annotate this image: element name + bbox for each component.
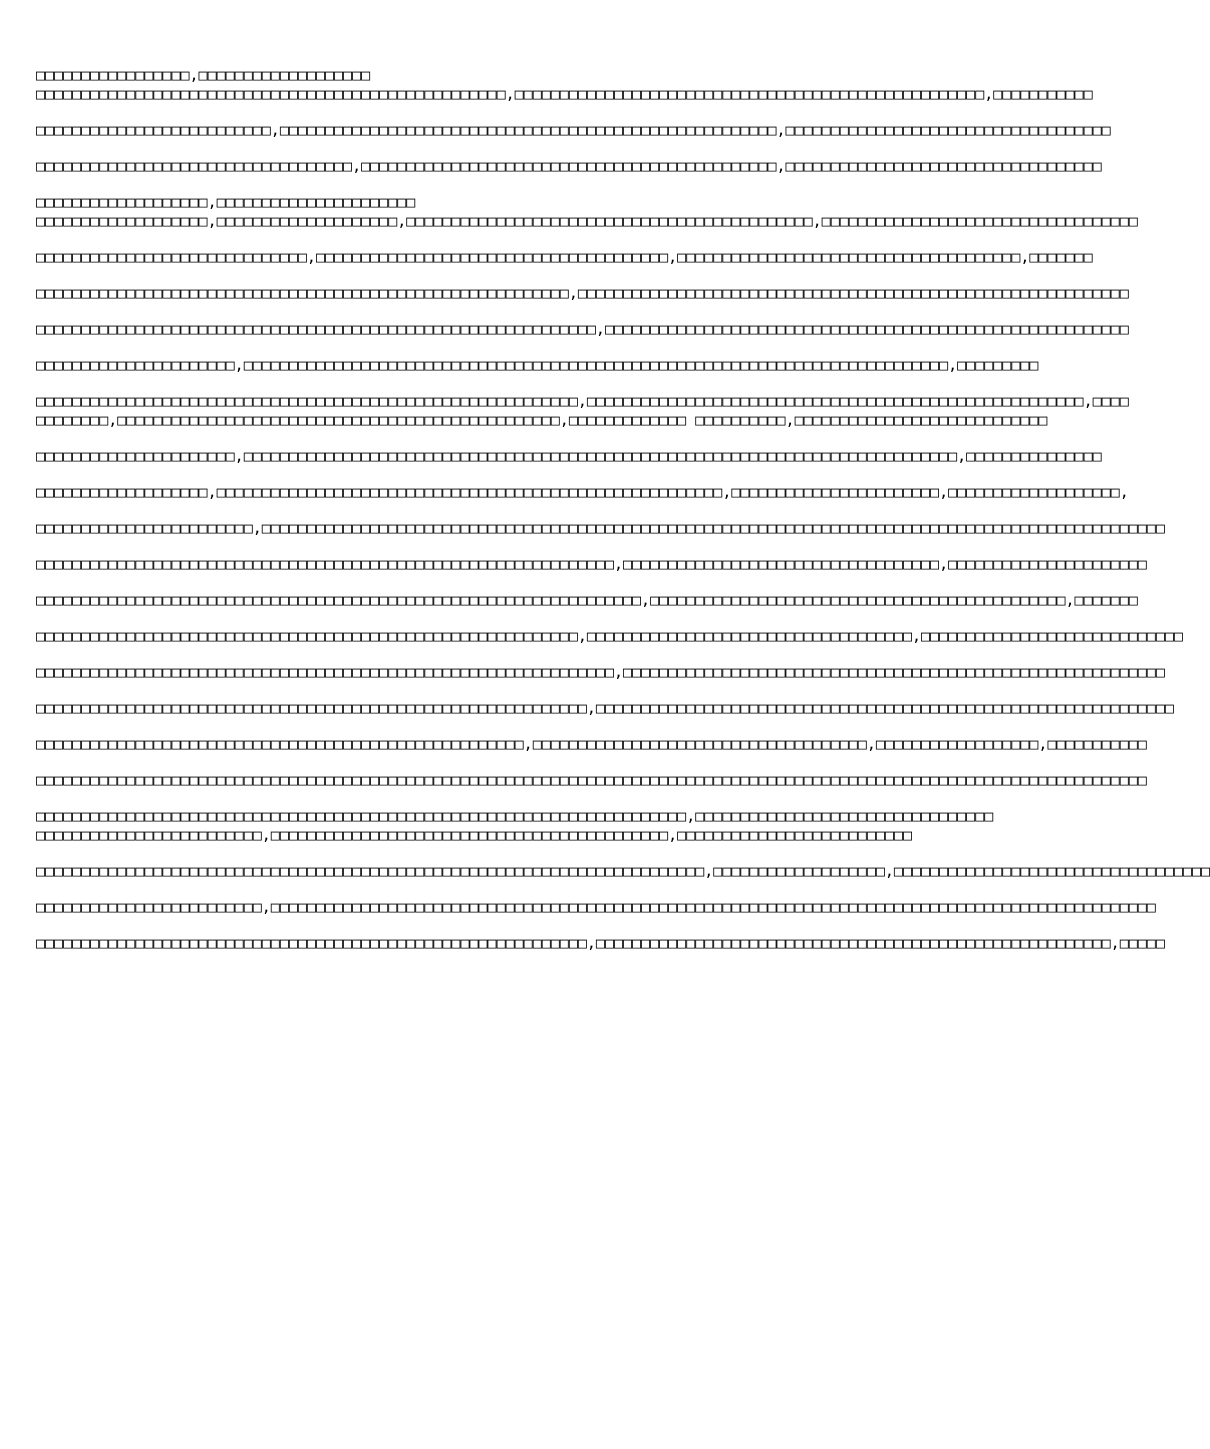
text-line: □□□□□□□□□□□□□□□□□□□□□□,□□□□□□□□□□□□□□□□□□□□□□□□□□□□□□□□□□□□□□□□□□□□□□□□□□□□□□□□□□□□□□□□□□□□□□□□□□□□□□,□□□□□□□□□ <box>36 356 1039 374</box>
text-line: □□□□□□□□□□□□□□□□□□□□□□□□□,□□□□□□□□□□□□□□□□□□□□□□□□□□□□□□□□□□□□□□□□□□□□□□□□□□□□□□□□□□□□□□□□□□□□□□□□□□□□□□□□□□□□□□□□□□□□□□□□□□ <box>36 898 1156 916</box>
paragraph-gap <box>36 502 988 519</box>
text-line: □□□□□□□□□□□□□□□□□□□□□□□□□□□□□□□□□□□□□□□□□□□□□□□□□□□□□□□□□□□□□□□□,□□□□□□□□□□□□□□□□□□□□□□□□□□□□□□□□□□□,□□□□□□□□□□□□□□□□□□□□□□ <box>36 555 1147 573</box>
paragraph-gap <box>36 231 988 248</box>
text-line: □□□□□□□□□□□□□□□□□□□□□□□□□□□□□□□□□□□□□□□□□□□□□□□□□□□□□□□□□□□□□,□□□□□□□□□□□□□□□□□□□□□□□□□□□□□□□□□□□□□□□□□□□□□□□□□□□□□□□□□□□□□□□□ <box>36 699 1174 717</box>
text-line: □□□□□□□□□□□□□□□□□□□□□□□□□□□□□□□□□□□,□□□□□□□□□□□□□□□□□□□□□□□□□□□□□□□□□□□□□□□□□□□□□□,□□□□□□□□□□□□□□□□□□□□□□□□□□□□□□□□□□□ <box>36 157 1102 175</box>
paragraph-gap <box>36 845 988 862</box>
text-line: □□□□□□□□□□□□□□□□□□□□□□,□□□□□□□□□□□□□□□□□□□□□□□□□□□□□□□□□□□□□□□□□□□□□□□□□□□□□□□□□□□□□□□□□□□□□□□□□□□□□□□,□□□□□□□□□□□□□□□ <box>36 447 1102 465</box>
text-line: □□□□□□□□□□□□□□□□□□□□□□□□□□□□□□□□□□□□□□□□□□□□□□□□□□□□□□□□□□□□□,□□□□□□□□□□□□□□□□□□□□□□□□□□□□□□□□□□□□□□□□□□□□□□□□□□□□□□□□□,□□□□□ <box>36 934 1165 952</box>
text-line: □□□□□□□□□□□□□□□□□□□□□□□□□,□□□□□□□□□□□□□□□□□□□□□□□□□□□□□□□□□□□□□□□□□□□□,□□□□□□□□□□□□□□□□□□□□□□□□□□ <box>36 826 912 844</box>
paragraph-gap <box>36 718 988 735</box>
text-line: □□□□□□□□□□□□□□□□□□□□□□□□□□□□□□□□□□□□□□□□□□□□□□□□□□□□,□□□□□□□□□□□□□□□□□□□□□□□□□□□□□□□□□□□□□□□□□□□□□□□□□□□□,□□□□□□□□□□□ <box>36 85 1093 103</box>
paragraph-gap <box>36 682 988 699</box>
paragraph-gap <box>36 610 988 627</box>
paragraph-gap <box>36 881 988 898</box>
paragraph-gap <box>36 574 988 591</box>
paragraph-gap <box>36 176 988 193</box>
text-line: □□□□□□□□□□□□□□□□□□□□□□□□□□□□□□□□□□□□□□□□□□□□□□□□□□□□□□□□□□□□□□□□□□□□□□□□,□□□□□□□□□□□□□□□□□□□□□□□□□□□□□□□□□ <box>36 807 994 825</box>
paragraph-gap <box>36 646 988 663</box>
text-line: □□□□□□□□□□□□□□□□□□□□□□□□□□□□□□□□□□□□□□□□□□□□□□□□□□□□□□□□□□□□□□□□□□□□□□□□□□□□□□□□□□□□□□□□□□□□□□□□□□□□□□□□□□□□□□□□□□□□□□□□□□□ <box>36 771 1147 789</box>
text-line: □□□□□□□□□□□□□□□□□□□□□□□□□□□□□□□□□□□□□□□□□□□□□□□□□□□□□□□□□□□□□□□□□□□,□□□□□□□□□□□□□□□□□□□□□□□□□□□□□□□□□□□□□□□□□□□□□□,□□□□□□□ <box>36 591 1138 609</box>
paragraph-gap <box>36 538 988 555</box>
text-line: □□□□□□□□□□□□□□□□□□□□□□□□□□□□□□□□□□□□□□□□□□□□□□□□□□□□□□□□□□□□□□□□,□□□□□□□□□□□□□□□□□□□□□□□□□□□□□□□□□□□□□□□□□□□□□□□□□□□□□□□□□□□□ <box>36 663 1165 681</box>
text-line: □□□□□□□□,□□□□□□□□□□□□□□□□□□□□□□□□□□□□□□□□□□□□□□□□□□□□□□□□□,□□□□□□□□□□□□□ □□□□□□□□□□,□□□□□□□□□□□□□□□□□□□□□□□□□□□□ <box>36 411 1048 429</box>
document-body <box>36 66 1210 953</box>
text-line: □□□□□□□□□□□□□□□□□□□,□□□□□□□□□□□□□□□□□□□□,□□□□□□□□□□□□□□□□□□□□□□□□□□□□□□□□□□□□□□□□□□□□□,□□□□□□□□□□□□□□□□□□□□□□□□□□□□□□□□□□□ <box>36 212 1138 230</box>
text-line: □□□□□□□□□□□□□□□□□□□□□□□□□□□□□□□□□□□□□□□□□□□□□□□□□□□□□□□□□□□□,□□□□□□□□□□□□□□□□□□□□□□□□□□□□□□□□□□□□,□□□□□□□□□□□□□□□□□□□□□□□□□□□□□ <box>36 627 1183 645</box>
text-line: □□□□□□□□□□□□□□□□□□□□□□□□□□□□□□,□□□□□□□□□□□□□□□□□□□□□□□□□□□□□□□□□□□□□□□,□□□□□□□□□□□□□□□□□□□□□□□□□□□□□□□□□□□□□□,□□□□□□□ <box>36 248 1093 266</box>
text-line: □□□□□□□□□□□□□□□□□□□□□□□□□□□□□□□□□□□□□□□□□□□□□□□□□□□□□□□□□□□□□□,□□□□□□□□□□□□□□□□□□□□□□□□□□□□□□□□□□□□□□□□□□□□□□□□□□□□□□□□□□ <box>36 320 1129 338</box>
paragraph-gap <box>36 303 988 320</box>
paragraph-gap <box>36 267 988 284</box>
paragraph-gap <box>36 339 988 356</box>
paragraph-gap <box>36 430 988 447</box>
paragraph-gap <box>36 375 988 392</box>
paragraph-gap <box>36 754 988 771</box>
text-line: □□□□□□□□□□□□□□□□□□□□□□□□□□□□□□□□□□□□□□□□□□□□□□□□□□□□□□,□□□□□□□□□□□□□□□□□□□□□□□□□□□□□□□□□□□□□,□□□□□□□□□□□□□□□□□□,□□□□□□□□□□□ <box>36 735 1147 753</box>
paragraph-gap <box>36 140 988 157</box>
text-line: □□□□□□□□□□□□□□□□□,□□□□□□□□□□□□□□□□□□□ <box>36 66 371 84</box>
text-line: □□□□□□□□□□□□□□□□□□□□□□□□,□□□□□□□□□□□□□□□□□□□□□□□□□□□□□□□□□□□□□□□□□□□□□□□□□□□□□□□□□□□□□□□□□□□□□□□□□□□□□□□□□□□□□□□□□□□□□□□□□□□□ <box>36 519 1165 537</box>
paragraph-gap <box>36 917 988 934</box>
paragraph-gap <box>36 466 988 483</box>
text-line: □□□□□□□□□□□□□□□□□□□□□□□□□□□□□□□□□□□□□□□□□□□□□□□□□□□□□□□□□□□□□□□□□□□□□□□□□□,□□□□□□□□□□□□□□□□□□□,□□□□□□□□□□□□□□□□□□□□□□□□□□□□□□□□□□□ <box>36 862 1210 880</box>
paragraph-gap <box>36 790 988 807</box>
text-line: □□□□□□□□□□□□□□□□□□□,□□□□□□□□□□□□□□□□□□□□□□ <box>36 193 416 211</box>
paragraph-gap <box>36 104 988 121</box>
text-line: □□□□□□□□□□□□□□□□□□□,□□□□□□□□□□□□□□□□□□□□□□□□□□□□□□□□□□□□□□□□□□□□□□□□□□□□□□□□,□□□□□□□□□□□□□□□□□□□□□□□,□□□□□□□□□□□□□□□□□□□, <box>36 483 1129 501</box>
text-line: □□□□□□□□□□□□□□□□□□□□□□□□□□,□□□□□□□□□□□□□□□□□□□□□□□□□□□□□□□□□□□□□□□□□□□□□□□□□□□□□□□,□□□□□□□□□□□□□□□□□□□□□□□□□□□□□□□□□□□□ <box>36 121 1111 139</box>
text-line: □□□□□□□□□□□□□□□□□□□□□□□□□□□□□□□□□□□□□□□□□□□□□□□□□□□□□□□□□□□□,□□□□□□□□□□□□□□□□□□□□□□□□□□□□□□□□□□□□□□□□□□□□□□□□□□□□□□□,□□□□ <box>36 392 1129 410</box>
text-line: □□□□□□□□□□□□□□□□□□□□□□□□□□□□□□□□□□□□□□□□□□□□□□□□□□□□□□□□□□□,□□□□□□□□□□□□□□□□□□□□□□□□□□□□□□□□□□□□□□□□□□□□□□□□□□□□□□□□□□□□□ <box>36 284 1129 302</box>
